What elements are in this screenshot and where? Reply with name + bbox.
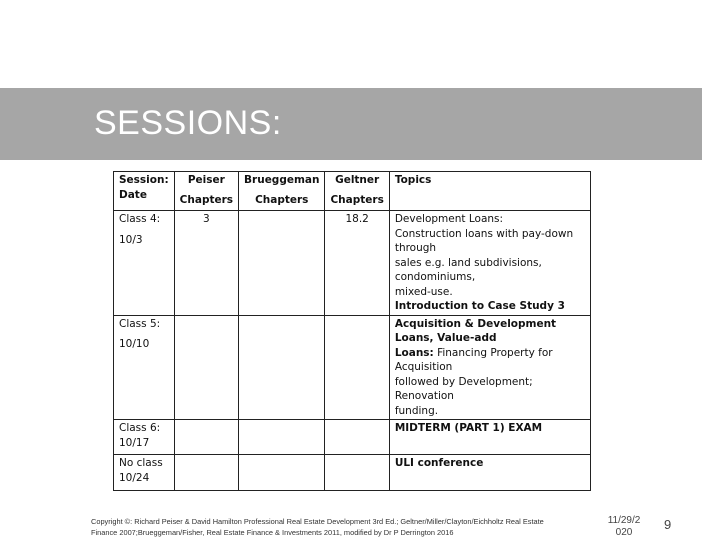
header-peiser-chapters: Chapters xyxy=(179,193,234,206)
topics-cell xyxy=(389,420,590,455)
topic-line: MIDTERM (PART 1) EXAM xyxy=(394,422,543,434)
topic-line-bold: Loans: xyxy=(394,346,434,359)
header-session-date xyxy=(114,172,175,211)
peiser-cell xyxy=(174,420,238,455)
topic-line: followed by Development; Renovation xyxy=(394,375,533,402)
header-brueggeman-label: Brueggeman xyxy=(244,174,320,186)
header-geltner-chapters: Chapters xyxy=(330,193,384,206)
topic-line: funding. xyxy=(394,404,439,417)
date-line: 11/29/2 xyxy=(607,515,641,526)
table-row xyxy=(114,315,591,420)
topic-line: Construction loans with pay-down through xyxy=(394,227,574,254)
brueggeman-cell xyxy=(239,315,325,420)
topic-line: Development Loans: xyxy=(394,213,504,225)
peiser-cell: 3 xyxy=(174,211,238,316)
topics-cell xyxy=(389,315,590,420)
brueggeman-cell xyxy=(239,455,325,491)
header-peiser-label: Peiser xyxy=(187,174,225,186)
header-peiser xyxy=(174,172,238,211)
session-label: Class 6: xyxy=(119,422,161,434)
session-label: Class 5: xyxy=(119,317,161,330)
table-row xyxy=(114,455,591,491)
page-number: 9 xyxy=(664,517,672,532)
topics-cell xyxy=(389,211,590,316)
footer-date xyxy=(604,515,644,539)
header-topics-label: Topics xyxy=(394,174,432,186)
session-cell xyxy=(114,315,175,420)
session-cell xyxy=(114,420,175,455)
footer-copyright xyxy=(91,516,596,538)
topic-line: Introduction to Case Study 3 xyxy=(394,300,565,312)
header-brueggeman-chapters: Chapters xyxy=(255,193,309,206)
header-brueggeman xyxy=(239,172,325,211)
topic-line: sales e.g. land subdivisions, condominiums, xyxy=(394,256,542,283)
topic-line: Financing Property for Acquisition xyxy=(394,346,553,373)
header-session-label: Session: xyxy=(119,174,169,186)
session-date: 10/24 xyxy=(119,471,150,484)
copyright-line: Finance 2007;Brueggeman/Fisher, Real Estate Finance & Investments 2011, modified by Dr P Derrington 2016 xyxy=(91,528,454,537)
session-cell xyxy=(114,211,175,316)
topic-line: Acquisition & Development Loans, Value-add xyxy=(394,317,557,344)
copyright-line: Copyright ©: Richard Peiser & David Hamilton Professional Real Estate Development 3rd Ed.; Geltner/Miller/Clayton/Eichholtz Real Estate xyxy=(91,517,544,526)
date-line: 020 xyxy=(615,527,633,538)
brueggeman-cell xyxy=(239,211,325,316)
topic-line: ULI conference xyxy=(394,457,484,469)
session-cell xyxy=(114,455,175,491)
session-label: No class xyxy=(119,457,163,469)
geltner-cell xyxy=(325,315,389,420)
geltner-cell xyxy=(325,420,389,455)
header-geltner-label: Geltner xyxy=(335,174,380,186)
session-date: 10/17 xyxy=(119,436,150,449)
brueggeman-cell xyxy=(239,420,325,455)
session-label: Class 4: xyxy=(119,213,161,225)
table-row xyxy=(114,420,591,455)
topics-cell xyxy=(389,455,590,491)
header-geltner xyxy=(325,172,389,211)
table-header-row xyxy=(114,172,591,211)
header-topics xyxy=(389,172,590,211)
session-date: 10/10 xyxy=(119,338,150,350)
slide-title: SESSIONS: xyxy=(94,104,282,142)
peiser-cell xyxy=(174,315,238,420)
session-date: 10/3 xyxy=(119,233,143,246)
geltner-cell: 18.2 xyxy=(325,211,389,316)
table-row xyxy=(114,211,591,316)
sessions-table xyxy=(113,171,591,491)
peiser-cell xyxy=(174,455,238,491)
header-date-label: Date xyxy=(119,188,147,201)
geltner-cell xyxy=(325,455,389,491)
topic-line: mixed-use. xyxy=(394,285,453,298)
